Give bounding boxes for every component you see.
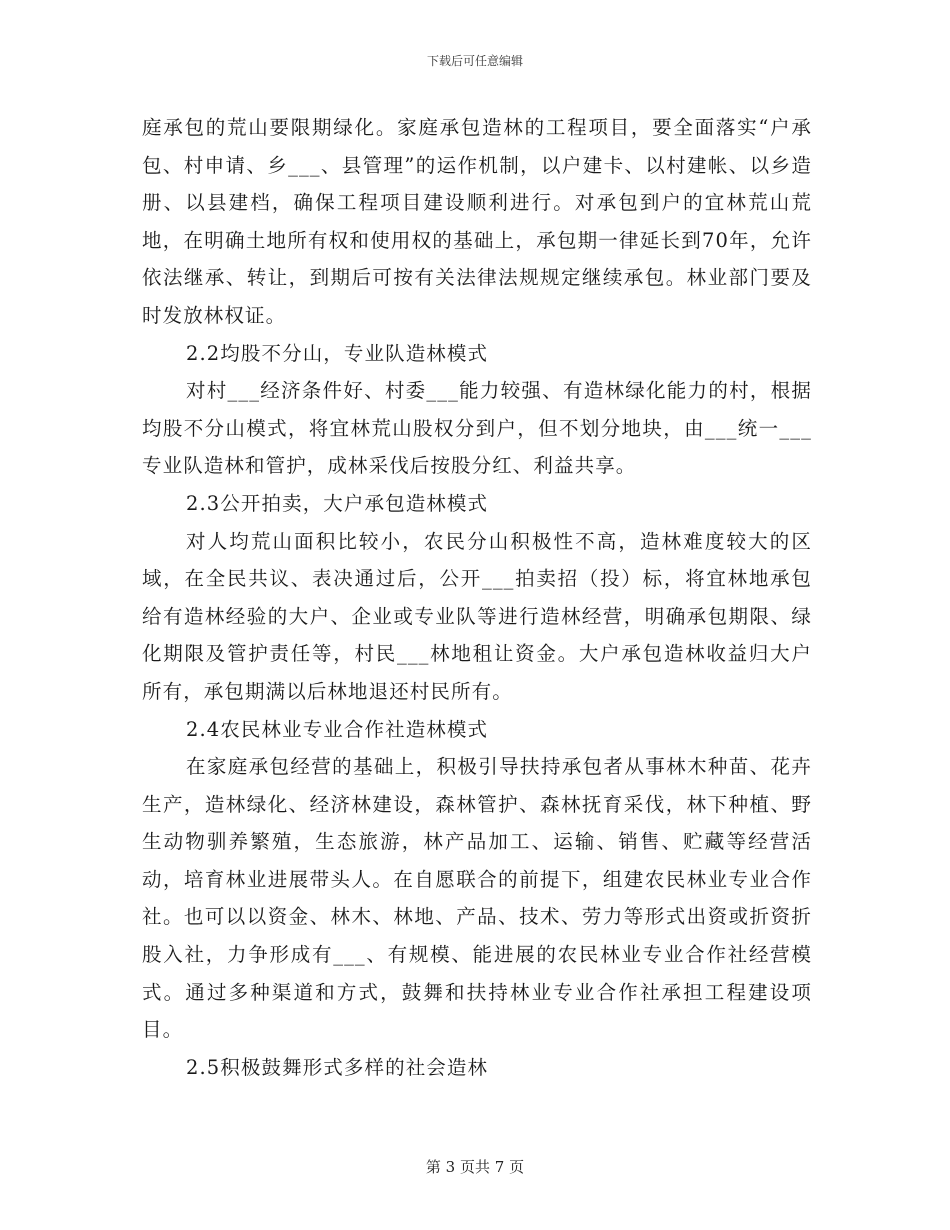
paragraph-2-3: 对人均荒山面积比较小，农民分山积极性不高，造林难度较大的区域，在全民共议、表决通过后，公开___拍卖招（投）标，将宜林地承包给有造林经验的大户、企业或专业队等进行造林经营，明确承包期限、绿化期限及管护责任等，村民___林地租让资金。大户承包造林收益归大户所有，承包期满以后林地退还村民所有。 bbox=[142, 529, 812, 703]
document-body bbox=[142, 109, 812, 1086]
paragraph-2-4: 在家庭承包经营的基础上，积极引导扶持承包者从事林木种苗、花卉生产，造林绿化、经济林建设，森林管护、森林抚育采伐，林下种植、野生动物驯养繁殖，生态旅游，林产品加工、运输、销售、贮藏等经营活动，培育林业进展带头人。在自愿联合的前提下，组建农民林业专业合作社。也可以以资金、林木、林地、产品、技术、劳力等形式出资或折资折股入社，力争形成有___、有规模、能进展的农民林业专业合作社经营模式。通过多种渠道和方式，鼓舞和扶持林业专业合作社承担工程建设项目。 bbox=[142, 755, 812, 1042]
paragraph-2-2: 对村___经济条件好、村委___能力较强、有造林绿化能力的村，根据均股不分山模式，将宜林荒山股权分到户，但不划分地块，由___统一___专业队造林和管护，成林采伐后按股分红、利益共享。 bbox=[142, 379, 812, 478]
section-heading-2-3: 2.3公开拍卖，大户承包造林模式 bbox=[186, 491, 489, 515]
paragraph-continuation: 庭承包的荒山要限期绿化。家庭承包造林的工程项目，要全面落实“户承包、村申请、乡___、县管理”的运作机制，以户建卡、以村建帐、以乡造册、以县建档，确保工程项目建设顺利进行。对承包到户的宜林荒山荒地，在明确土地所有权和使用权的基础上，承包期一律延长到70年，允许依法继承、转让，到期后可按有关法律法规规定继续承包。林业部门要及时发放林权证。 bbox=[142, 116, 812, 327]
section-heading-2-5: 2.5积极鼓舞形式多样的社会造林 bbox=[186, 1055, 489, 1079]
section-heading-2-4: 2.4农民林业专业合作社造林模式 bbox=[186, 717, 489, 741]
page-header: 下载后可任意编辑 bbox=[426, 54, 523, 68]
page-number: 第 3 页共 7 页 bbox=[425, 1158, 525, 1176]
section-heading-2-2: 2.2均股不分山，专业队造林模式 bbox=[186, 341, 489, 365]
